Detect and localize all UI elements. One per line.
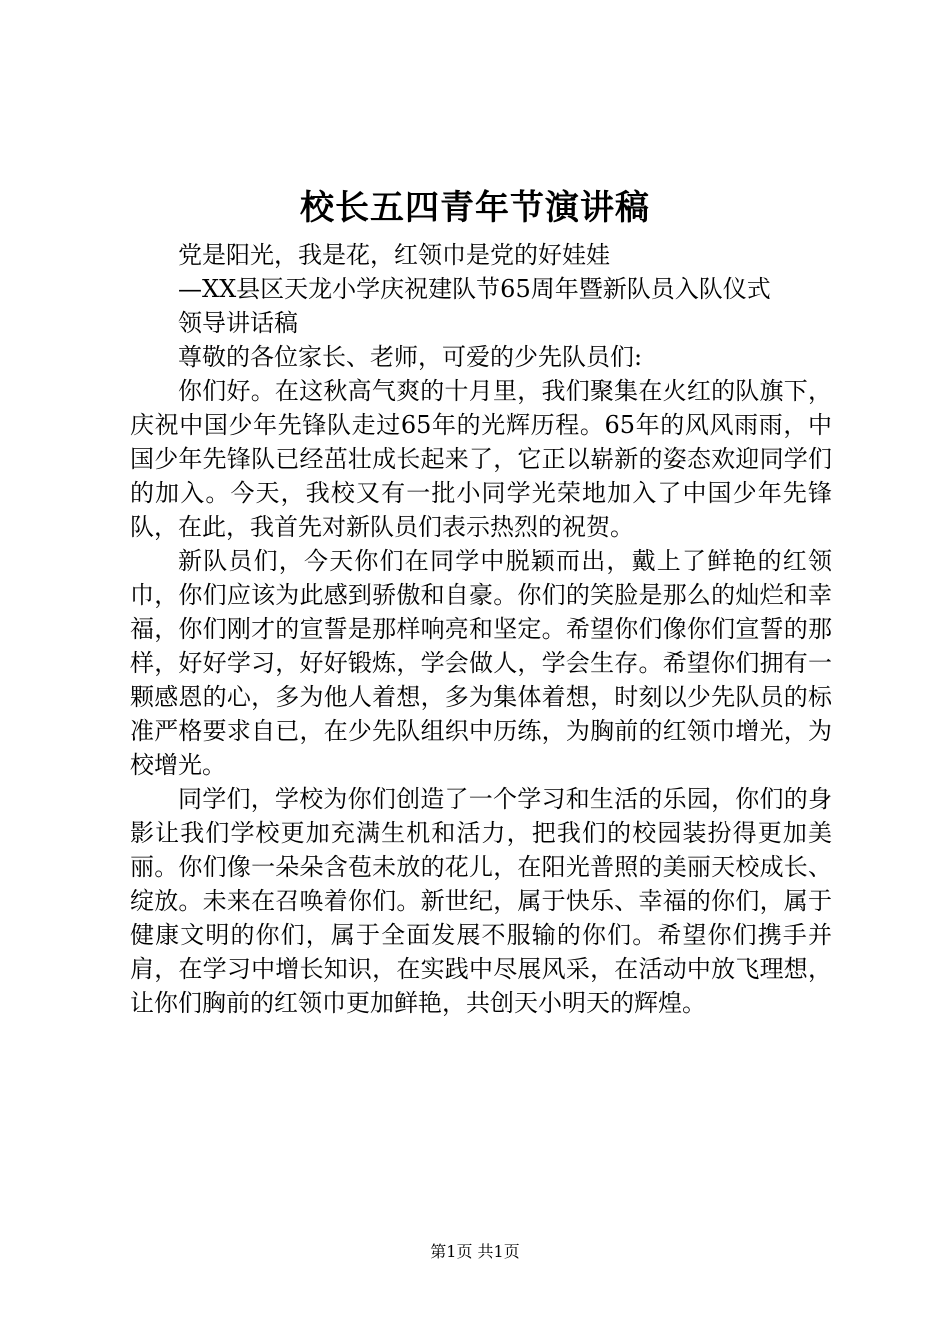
- subtitle-line-2: —XX县区天龙小学庆祝建队节65周年暨新队员入队仪式: [178, 275, 771, 303]
- salutation: 尊敬的各位家长、老师，可爱的少先队员们:: [178, 343, 643, 371]
- subtitle-line-1: 党是阳光，我是花，红领巾是党的好娃娃: [178, 241, 610, 269]
- document-title: 校长五四青年节演讲稿: [300, 188, 650, 228]
- document-body: [130, 238, 832, 1020]
- paragraph-1: 你们好。在这秋高气爽的十月里，我们聚集在火红的队旗下，庆祝中国少年先锋队走过65年的光辉历程。65年的风风雨雨，中国少年先锋队已经茁壮成长起来了，它正以崭新的姿态欢迎同学们的加入。今天，我校又有一批小同学光荣地加入了中国少年先锋队，在此，我首先对新队员们表示热烈的祝贺。: [130, 377, 832, 541]
- paragraph-3: 同学们，学校为你们创造了一个学习和生活的乐园，你们的身影让我们学校更加充满生机和活力，把我们的校园装扮得更加美丽。你们像一朵朵含苞未放的花儿，在阳光普照的美丽天校成长、绽放。未来在召唤着你们。新世纪，属于快乐、幸福的你们，属于健康文明的你们，属于全面发展不服输的你们。希望你们携手并肩，在学习中增长知识，在实践中尽展风采，在活动中放飞理想，让你们胸前的红领巾更加鲜艳，共创天小明天的辉煌。: [130, 785, 832, 1017]
- subtitle-line-3: 领导讲话稿: [178, 309, 298, 337]
- page-footer: 第1页 共1页: [430, 1242, 520, 1261]
- paragraph-2: 新队员们，今天你们在同学中脱颖而出，戴上了鲜艳的红领巾，你们应该为此感到骄傲和自豪。你们的笑脸是那么的灿烂和幸福，你们刚才的宣誓是那样响亮和坚定。希望你们像你们宣誓的那样，好好学习，好好锻炼，学会做人，学会生存。希望你们拥有一颗感恩的心，多为他人着想，多为集体着想，时刻以少先队员的标准严格要求自已，在少先队组织中历练，为胸前的红领巾增光，为校增光。: [130, 547, 832, 779]
